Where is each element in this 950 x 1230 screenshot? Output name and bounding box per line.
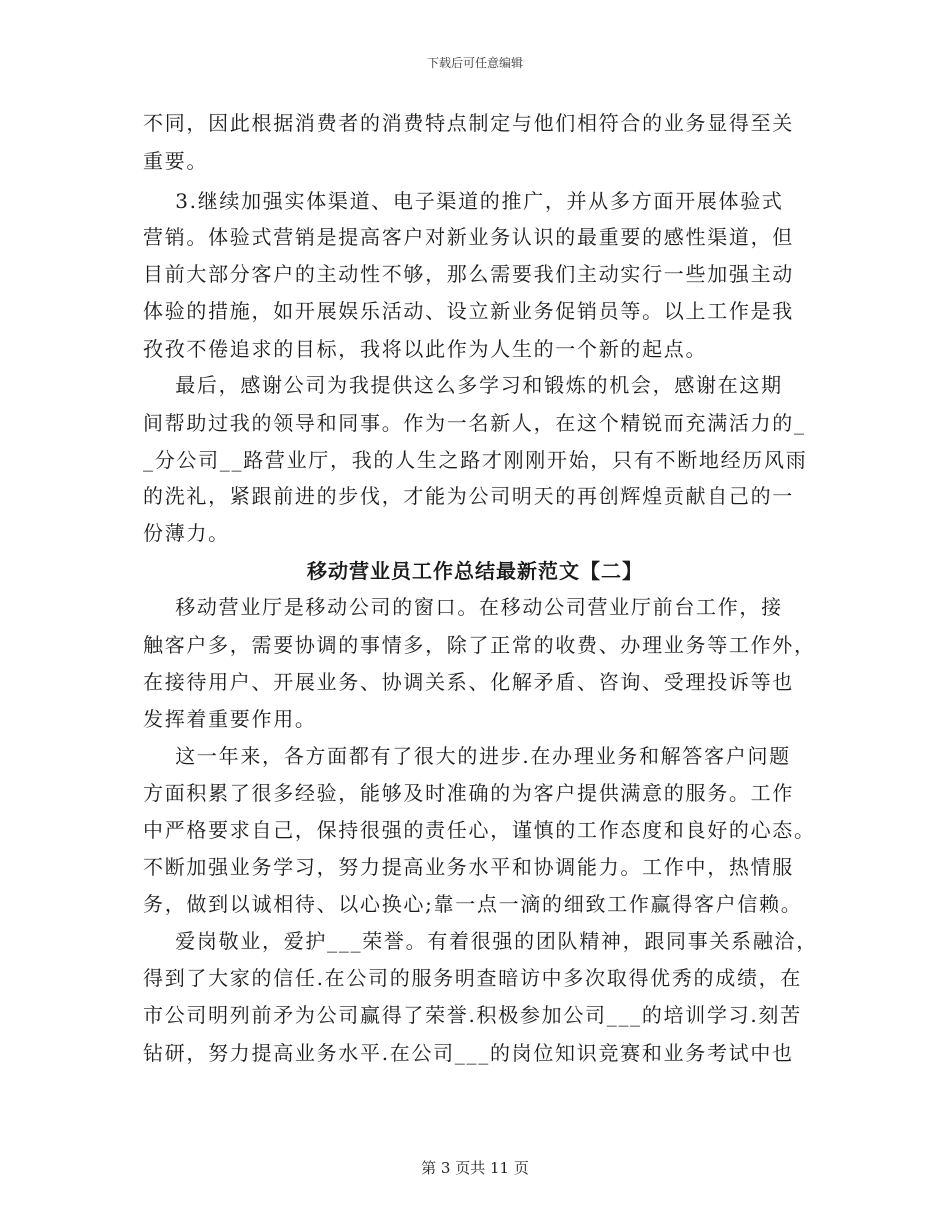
body-line: 在接待用户、开展业务、协调关系、化解矛盾、咨询、受理投诉等也 (143, 670, 794, 694)
body-line: 间帮助过我的领导和同事。作为一名新人，在这个精锐而充满活力的_ (143, 411, 806, 435)
body-line: _分公司__路营业厅，我的人生之路才刚刚开始，只有不断地经历风雨 (143, 448, 808, 472)
body-line: 中严格要求自己，保持很强的责任心，谨慎的工作态度和良好的心态。 (143, 818, 816, 842)
body-line: 触客户多，需要协调的事情多，除了正常的收费、办理业务等工作外， (143, 633, 816, 657)
body-line: 钻研，努力提高业务水平.在公司___的岗位知识竞赛和业务考试中也 (143, 1041, 794, 1065)
page-header: 下载后可任意编辑 (426, 56, 523, 70)
body-line: 的洗礼，紧跟前进的步伐，才能为公司明天的再创辉煌贡献自己的一 (143, 484, 794, 508)
body-line: 体验的措施，如开展娱乐活动、设立新业务促销员等。以上工作是我 (143, 299, 794, 323)
body-line: 方面积累了很多经验，能够及时准确的为客户提供满意的服务。工作 (143, 781, 794, 805)
body-line: 务，做到以诚相待、以心换心;靠一点一滴的细致工作赢得客户信赖。 (143, 892, 803, 916)
body-line: 不同，因此根据消费者的消费特点制定与他们相符合的业务显得至关 (143, 111, 794, 135)
body-line: 目前大部分客户的主动性不够，那么需要我们主动实行一些加强主动 (143, 262, 794, 286)
section-title: 移动营业员工作总结最新范文【二】 (307, 559, 643, 583)
body-line: 得到了大家的信任.在公司的服务明查暗访中多次取得优秀的成绩，在 (143, 966, 803, 990)
body-line: 营销。体验式营销是提高客户对新业务认识的最重要的感性渠道，但 (143, 225, 794, 249)
body-line: 爱岗敬业，爱护___荣誉。有着很强的团队精神，跟同事关系融洽， (143, 929, 818, 953)
body-line: 重要。 (143, 149, 209, 173)
body-line: 份薄力。 (143, 521, 230, 545)
body-line: 3.继续加强实体渠道、电子渠道的推广，并从多方面开展体验式 (143, 189, 784, 213)
body-line: 市公司明列前矛为公司赢得了荣誉.积极参加公司___的培训学习.刻苦 (143, 1003, 802, 1027)
page-footer: 第 3 页共 11 页 (421, 1159, 529, 1177)
body-line: 孜孜不倦追求的目标，我将以此作为人生的一个新的起点。 (143, 337, 708, 361)
body-line: 移动营业厅是移动公司的窗口。在移动公司营业厅前台工作，接 (143, 595, 783, 619)
body-line: 不断加强业务学习，努力提高业务水平和协调能力。工作中，热情服 (143, 855, 794, 879)
body-line: 这一年来，各方面都有了很大的进步.在办理业务和解答客户问题 (143, 744, 791, 768)
body-line: 最后，感谢公司为我提供这么多学习和锻炼的机会，感谢在这期 (143, 373, 783, 397)
body-line: 发挥着重要作用。 (143, 707, 317, 731)
